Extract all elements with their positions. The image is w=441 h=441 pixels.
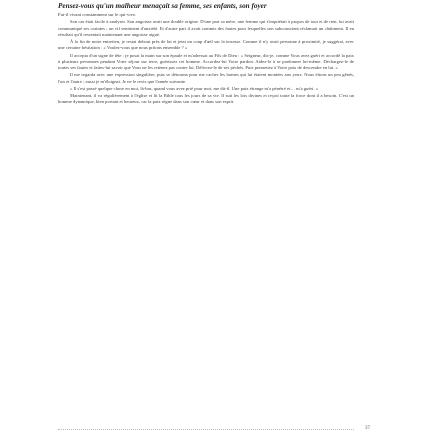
paragraph: À la fin de notre entretien, je restai debout près de lui et jetai un coup d'œil sur la terrasse. Comme il n'y avait personne à proximité, je suggérai, avec une certaine hésitation : « Voulez-vous que nous priions ensemble ? »	[58, 39, 354, 51]
page-footer	[58, 426, 370, 434]
paragraph: Maintenant, il va régulièrement à l'église et lit la Bible tous les jours de sa vie. Il suit les lois divines et reçoit toute la force dont il a besoin. C'est un homme dynamique, bien portant et heureux, car la paix règne dans son cœur et dans son esprit.	[58, 93, 354, 105]
footer-rule	[58, 429, 354, 430]
paragraph: Fut-il vivant constamment sur le qui-vive.	[58, 12, 137, 17]
paragraph: Il me regarda avec une expression singulière, puis se détourna pour me cacher les larmes qui lui étaient montées aux yeux. Nous étions un peu gênés, l'un et l'autre ; aussi je m'éloignai. Je ne le revis que l'année suivante.	[58, 72, 354, 84]
page-number: 37	[362, 426, 370, 431]
body-text	[58, 12, 354, 107]
running-head-line: Pensez-vous qu'un malheur menaçait sa femme, ses enfants, son foyer	[58, 2, 267, 10]
paragraph: Son cas était facile à analyser. Son angoisse avait une double origine. D'une part sa mère, une femme qui s'inquiétait à propos de tout et de rien, lui avait communiqué ses craintes ; un vif sentiment d'anxiété. Et d'autre part il avait commis des fautes pour lesquelles son subconscient réclamait un châtiment. Il en résultait qu'il ressentait maintenant une angoisse aiguë.	[58, 19, 354, 37]
paragraph: « Il s'est passé quelque chose en moi, là-bas, quand vous avez prié pour moi, me dit-il. Une paix étrange m'a pénétré et… m'a guéri. »	[70, 85, 319, 91]
paragraph: Il accepta d'un signe de tête ; je posai la main sur son épaule et m'adressai au Fils de Dieu : « Seigneur, dis-je, comme Vous avez guéri et accordé la paix à plusieurs personnes pendant Votre séjour sur terre, guérissez cet homme. Accordez-lui Votre pardon. Aidez-le à se pardonner lui-même. Déchargez-le de toutes ses fautes et faites-lui savoir que Vous ne les retenez pas contre lui. Délivrez-le de ses péchés. Puis permettez à Votre paix de descendre en lui. »	[58, 52, 354, 70]
